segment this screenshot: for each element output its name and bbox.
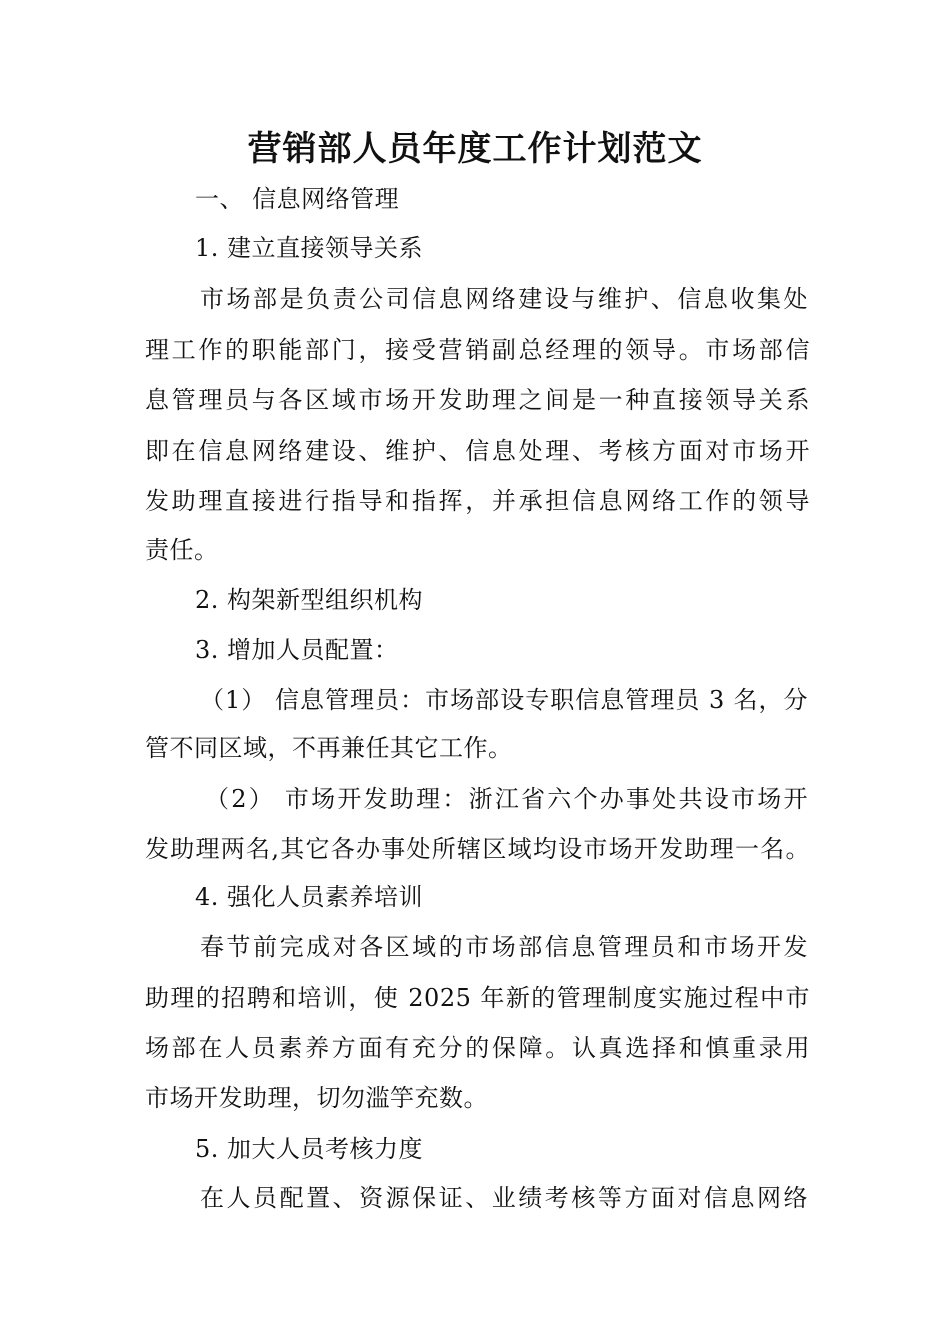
paragraph-line: 理工作的职能部门，接受营销副总经理的领导。市场部信 xyxy=(145,336,810,364)
paragraph-line: 助理的招聘和培训，使 2025 年新的管理制度实施过程中市 xyxy=(145,984,810,1012)
paragraph-line: 在人员配置、资源保证、业绩考核等方面对信息网络 xyxy=(200,1184,808,1212)
paragraph-line: 管不同区域，不再兼任其它工作。 xyxy=(145,734,513,762)
heading-item-3: 3. 增加人员配置： xyxy=(195,636,399,664)
paragraph-line: （2） 市场开发助理：浙江省六个办事处共设市场开 xyxy=(205,785,808,813)
paragraph-line: 市场开发助理，切勿滥竽充数。 xyxy=(145,1084,488,1112)
paragraph-line: 春节前完成对各区域的市场部信息管理员和市场开发 xyxy=(200,933,808,961)
paragraph-line: 息管理员与各区域市场开发助理之间是一种直接领导关系 xyxy=(145,386,810,414)
heading-item-4: 4. 强化人员素养培训 xyxy=(195,883,424,911)
heading-item-5: 5. 加大人员考核力度 xyxy=(195,1135,424,1163)
heading-item-2: 2. 构架新型组织机构 xyxy=(195,586,424,614)
paragraph-line: 发助理两名,其它各办事处所辖区域均设市场开发助理一名。 xyxy=(145,835,810,863)
heading-section-1: 一、 信息网络管理 xyxy=(195,185,400,213)
paragraph-line: 即在信息网络建设、维护、信息处理、考核方面对市场开 xyxy=(145,437,810,465)
paragraph-line: （1） 信息管理员：市场部设专职信息管理员 3 名，分 xyxy=(200,686,808,714)
document-title: 营销部人员年度工作计划范文 xyxy=(247,129,703,169)
paragraph-line: 场部在人员素养方面有充分的保障。认真选择和慎重录用 xyxy=(145,1034,810,1062)
paragraph-line: 发助理直接进行指导和指挥，并承担信息网络工作的领导 xyxy=(145,487,810,515)
paragraph-line: 责任。 xyxy=(145,536,219,564)
paragraph-line: 市场部是负责公司信息网络建设与维护、信息收集处 xyxy=(200,285,808,313)
heading-item-1: 1. 建立直接领导关系 xyxy=(195,234,424,262)
